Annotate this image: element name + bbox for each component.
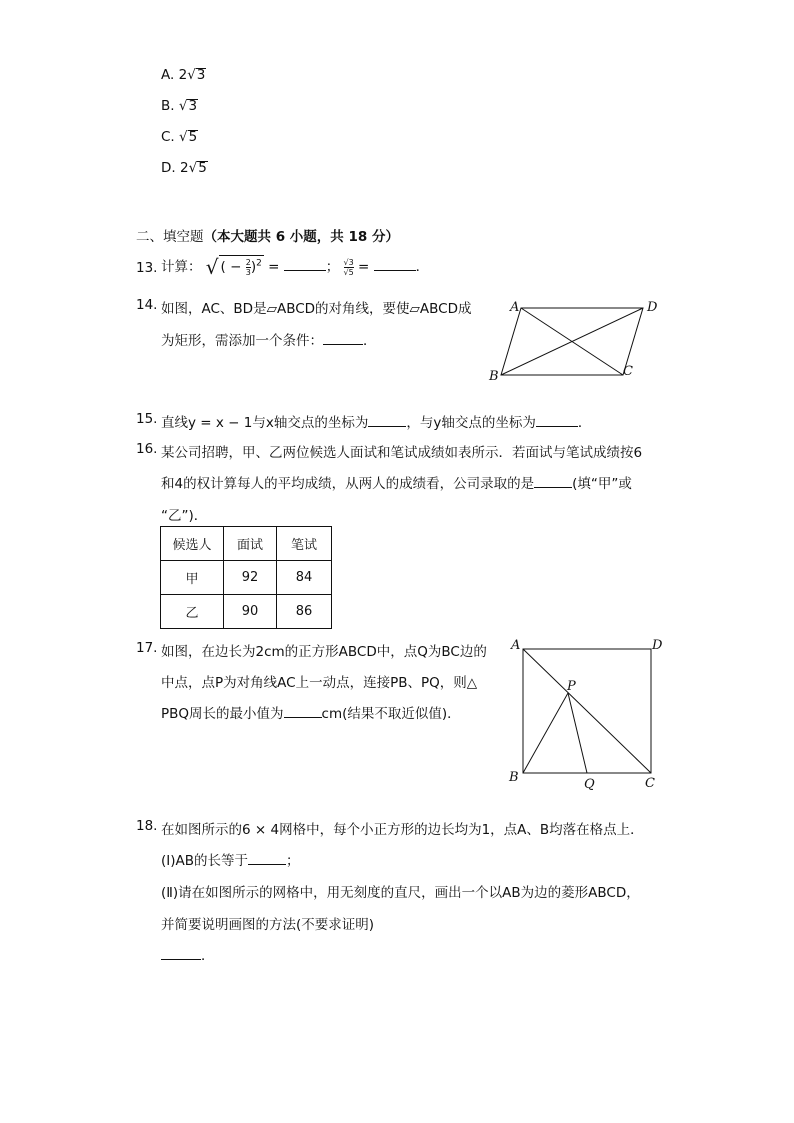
table-cell: 甲 <box>161 561 224 595</box>
q13-prefix: 计算： <box>161 259 202 275</box>
option-coef: 2 <box>179 160 189 176</box>
q14-number: 14. <box>136 297 158 313</box>
q18-line1: 在如图所示的6 × 4网格中，每个小正方形的边长均为1，点A、B均落在格点上． <box>161 822 644 838</box>
q17-line2: 中点，点P为对角线AC上一动点，连接PB、PQ，则△ <box>161 675 478 691</box>
option-a <box>161 67 206 83</box>
answer-blank[interactable] <box>284 703 322 718</box>
q16-line2 <box>161 472 632 492</box>
answer-blank[interactable] <box>284 256 326 271</box>
q13-separator: ； <box>325 259 340 275</box>
q16-line2-end: (填“甲”或 <box>572 476 632 492</box>
diagonal-bd <box>501 308 643 375</box>
q17-number: 17. <box>136 640 158 656</box>
answer-blank[interactable] <box>248 850 286 865</box>
table-header: 面试 <box>224 527 277 561</box>
table-cell: 84 <box>277 561 332 595</box>
label-q: Q <box>584 777 595 792</box>
label-a: A <box>510 300 520 315</box>
q17-figure <box>505 634 675 794</box>
q18-line2-text: (Ⅰ)AB的长等于 <box>161 853 249 869</box>
option-radicand: 3 <box>196 67 206 83</box>
answer-blank[interactable] <box>374 256 416 271</box>
option-radicand: 5 <box>198 160 207 176</box>
table-header-row <box>161 527 332 561</box>
option-c <box>161 129 198 145</box>
q14-line2-text: 为矩形，需添加一个条件： <box>161 333 323 349</box>
q15-text-c: ． <box>577 415 592 431</box>
sqrt-sign: √ <box>187 67 196 83</box>
label-b: B <box>509 770 519 785</box>
option-d <box>161 160 208 176</box>
sqrt-sign: √ <box>179 129 188 145</box>
q18-line5 <box>161 944 215 964</box>
option-letter: A. <box>161 67 175 83</box>
option-coef: 2 <box>178 67 188 83</box>
q14-line2 <box>161 329 377 349</box>
table-header: 候选人 <box>161 527 224 561</box>
sqrt-sign: √ <box>205 255 219 279</box>
section-title: 二、填空题 <box>136 229 204 245</box>
label-a: A <box>511 638 521 653</box>
q18-line3: (Ⅱ)请在如图所示的网格中，用无刻度的直尺，画出一个以AB为边的菱形ABCD， <box>161 885 640 901</box>
q16-line1: 某公司招聘，甲、乙两位候选人面试和笔试成绩如表所示．若面试与笔试成绩按6 <box>161 445 643 461</box>
q17-line3-end: cm(结果不取近似值)． <box>321 706 461 722</box>
q13-text: 计算： √ ( − $\frac{2}{3}$ )$^2$ = ； $\frac{√3}{√5}$ = ． <box>161 255 430 279</box>
q13-number: 13. <box>136 260 158 276</box>
table-cell: 90 <box>224 595 277 629</box>
q16-line3: “乙”)． <box>161 508 208 524</box>
option-letter: B. <box>161 98 175 114</box>
section-heading <box>136 225 399 245</box>
answer-blank[interactable] <box>534 473 572 488</box>
q15-text <box>161 411 591 431</box>
section-note: （本大题共 6 小题，共 18 分） <box>203 229 399 245</box>
q14-line1: 如图，AC、BD是▱ABCD的对角线，要使▱ABCD成 <box>161 301 472 317</box>
q18-line5-end: ． <box>201 948 215 964</box>
segment-pb <box>523 693 568 773</box>
q15-text-b: ，与y轴交点的坐标为 <box>406 415 536 431</box>
option-letter: D. <box>161 160 176 176</box>
answer-blank[interactable] <box>536 412 578 427</box>
label-d: D <box>652 638 663 653</box>
table-cell: 86 <box>277 595 332 629</box>
q16-number: 16. <box>136 441 158 457</box>
table-cell: 92 <box>224 561 277 595</box>
q18-line2-end: ； <box>286 853 300 869</box>
q18-line4: 并简要说明画图的方法(不要求证明) <box>161 917 375 933</box>
label-c: C <box>645 776 655 791</box>
q13-fraction: $\frac{√3}{√5}$ <box>343 257 354 277</box>
segment-pq <box>568 693 587 773</box>
sqrt-sign: √ <box>188 160 198 176</box>
label-c: C <box>623 364 633 379</box>
q16-line2-text: 和4的权计算每人的平均成绩，从两人的成绩看，公司录取的是 <box>161 476 535 492</box>
diagonal-ac <box>523 649 651 773</box>
q17-line3 <box>161 702 461 722</box>
q13-radicand: ( − $\frac{2}{3}$ )$^2$ <box>219 255 264 275</box>
q18-number: 18. <box>136 818 158 834</box>
q14-figure <box>480 292 680 387</box>
answer-blank[interactable] <box>368 412 406 427</box>
label-b: B <box>489 369 499 384</box>
table-cell: 乙 <box>161 595 224 629</box>
option-radicand: 5 <box>188 129 198 145</box>
table-row <box>161 595 332 629</box>
q18-line2 <box>161 849 300 869</box>
label-d: D <box>647 300 658 315</box>
q17-line3-text: PBQ周长的最小值为 <box>161 706 284 722</box>
option-b <box>161 98 198 114</box>
q15-number: 15. <box>136 411 158 427</box>
q13-end: ． <box>415 259 430 275</box>
table-row <box>161 561 332 595</box>
q14-line2-end: ． <box>363 333 377 349</box>
answer-blank[interactable] <box>161 945 201 960</box>
answer-blank[interactable] <box>323 330 363 345</box>
sqrt-sign: √ <box>178 98 188 114</box>
option-radicand: 3 <box>188 98 198 114</box>
table-header: 笔试 <box>277 527 332 561</box>
q17-line1: 如图，在边长为2cm的正方形ABCD中，点Q为BC边的 <box>161 644 487 660</box>
label-p: P <box>567 679 576 694</box>
fraction: $\frac{2}{3}$ <box>245 257 251 277</box>
option-letter: C. <box>161 129 175 145</box>
q15-text-a: 直线y = x − 1与x轴交点的坐标为 <box>161 415 369 431</box>
score-table <box>160 526 332 629</box>
